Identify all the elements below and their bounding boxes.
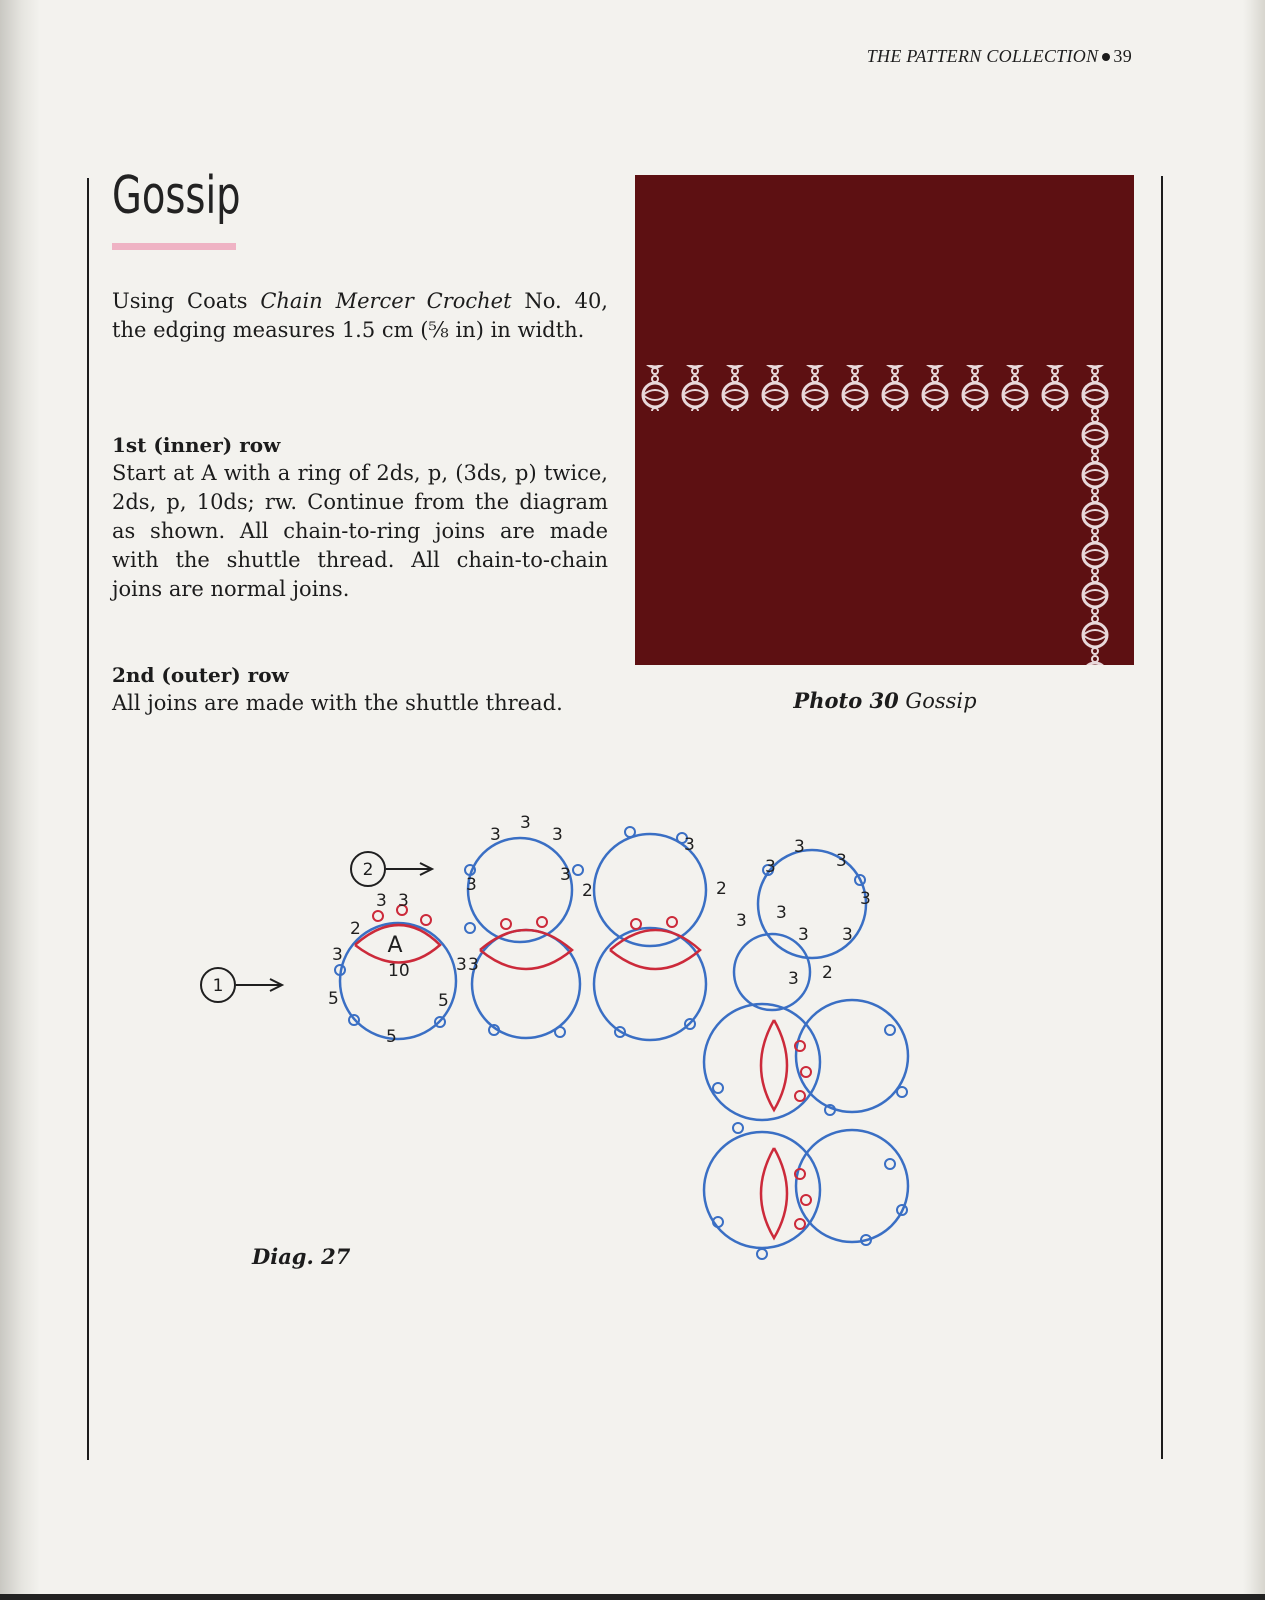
page-edge-shadow: [1243, 0, 1265, 1600]
intro-part1: Using Coats: [112, 289, 261, 313]
row2-instructions: All joins are made with the shuttle thread.: [112, 691, 563, 715]
pattern-title: Gossip: [112, 166, 241, 226]
stitch-label: 3: [736, 911, 747, 931]
stitch-label: 3: [842, 925, 853, 945]
inner-row-picots: [373, 905, 811, 1229]
row2-marker-label: 2: [362, 860, 374, 880]
stitch-label: 3: [332, 945, 343, 965]
outer-ring: [796, 1000, 908, 1112]
stitch-label: 3: [466, 875, 477, 895]
outer-row-picots: [335, 827, 907, 1259]
stitch-label: 3: [798, 925, 809, 945]
right-margin-rule: [1161, 176, 1163, 1459]
stitch-label: 10: [388, 961, 410, 981]
stitch-label: 2: [350, 919, 361, 939]
stitch-label: 2: [582, 881, 593, 901]
thread-name: Chain Mercer Crochet: [260, 289, 512, 313]
running-head: [780, 46, 1132, 67]
intro-part2: No. 40, the edging measures 1.5 cm (⅝ in) in width.: [112, 289, 608, 342]
inner-row-rings: [355, 925, 787, 1238]
page-number: 39: [1113, 46, 1132, 66]
left-margin-rule: [87, 178, 89, 1460]
lace-edging-vertical: [1075, 385, 1121, 665]
book-spine-shadow: [0, 0, 40, 1600]
stitch-label: 5: [328, 989, 339, 1009]
tatting-diagram-svg: [190, 810, 930, 1280]
inner-ring: [761, 1148, 787, 1238]
photo-caption: [760, 688, 1010, 713]
stitch-label: 3: [456, 955, 467, 975]
stitch-label: 3: [788, 969, 799, 989]
lace-edging-horizontal: [635, 365, 1115, 411]
stitch-label: 2: [822, 963, 833, 983]
tatting-diagram: [190, 810, 930, 1284]
stitch-label: 3: [684, 835, 695, 855]
diagram-caption: Diag. 27: [252, 1244, 351, 1269]
running-head-text: THE PATTERN COLLECTION: [866, 46, 1099, 66]
stitch-label: 3: [794, 837, 805, 857]
photo-label: Photo 30: [793, 688, 899, 713]
stitch-label: 3: [490, 825, 501, 845]
stitch-label: 3: [560, 865, 571, 885]
stitch-label: 5: [386, 1027, 397, 1047]
bullet-icon: [1102, 53, 1110, 61]
outer-row-rings: [340, 834, 908, 1248]
stitch-label: 3: [836, 851, 847, 871]
row1-marker-label: 1: [212, 976, 224, 996]
start-label: A: [387, 933, 403, 958]
stitch-label: 3: [765, 857, 776, 877]
stitch-label: 3: [520, 813, 531, 833]
stitch-label: 2: [716, 879, 727, 899]
stitch-label: 3: [860, 889, 871, 909]
intro-paragraph: [112, 287, 608, 345]
row1-heading: 1st (inner) row: [112, 433, 281, 457]
stitch-label: 5: [438, 991, 449, 1011]
outer-ring: [468, 838, 572, 942]
stitch-label: 3: [398, 891, 409, 911]
stitch-label: 3: [776, 903, 787, 923]
outer-ring: [796, 1130, 908, 1242]
row2-heading: 2nd (outer) row: [112, 663, 289, 687]
photo-name: Gossip: [905, 689, 977, 713]
row1-instructions: Start at A with a ring of 2ds, p, (3ds, p) twice, 2ds, p, 10ds; rw. Continue from the diagram as shown. All chain-to-ring joins are made with the shuttle thread. All chain-to-chain joins are normal joins.: [112, 461, 608, 601]
outer-ring: [472, 930, 580, 1038]
stitch-label: 3: [552, 825, 563, 845]
stitch-label: 3: [376, 891, 387, 911]
lace-edging-photo: [635, 175, 1134, 665]
scan-bottom-edge: [0, 1594, 1265, 1600]
inner-ring: [761, 1020, 787, 1110]
title-underline: [112, 243, 236, 250]
stitch-label: 3: [468, 955, 479, 975]
